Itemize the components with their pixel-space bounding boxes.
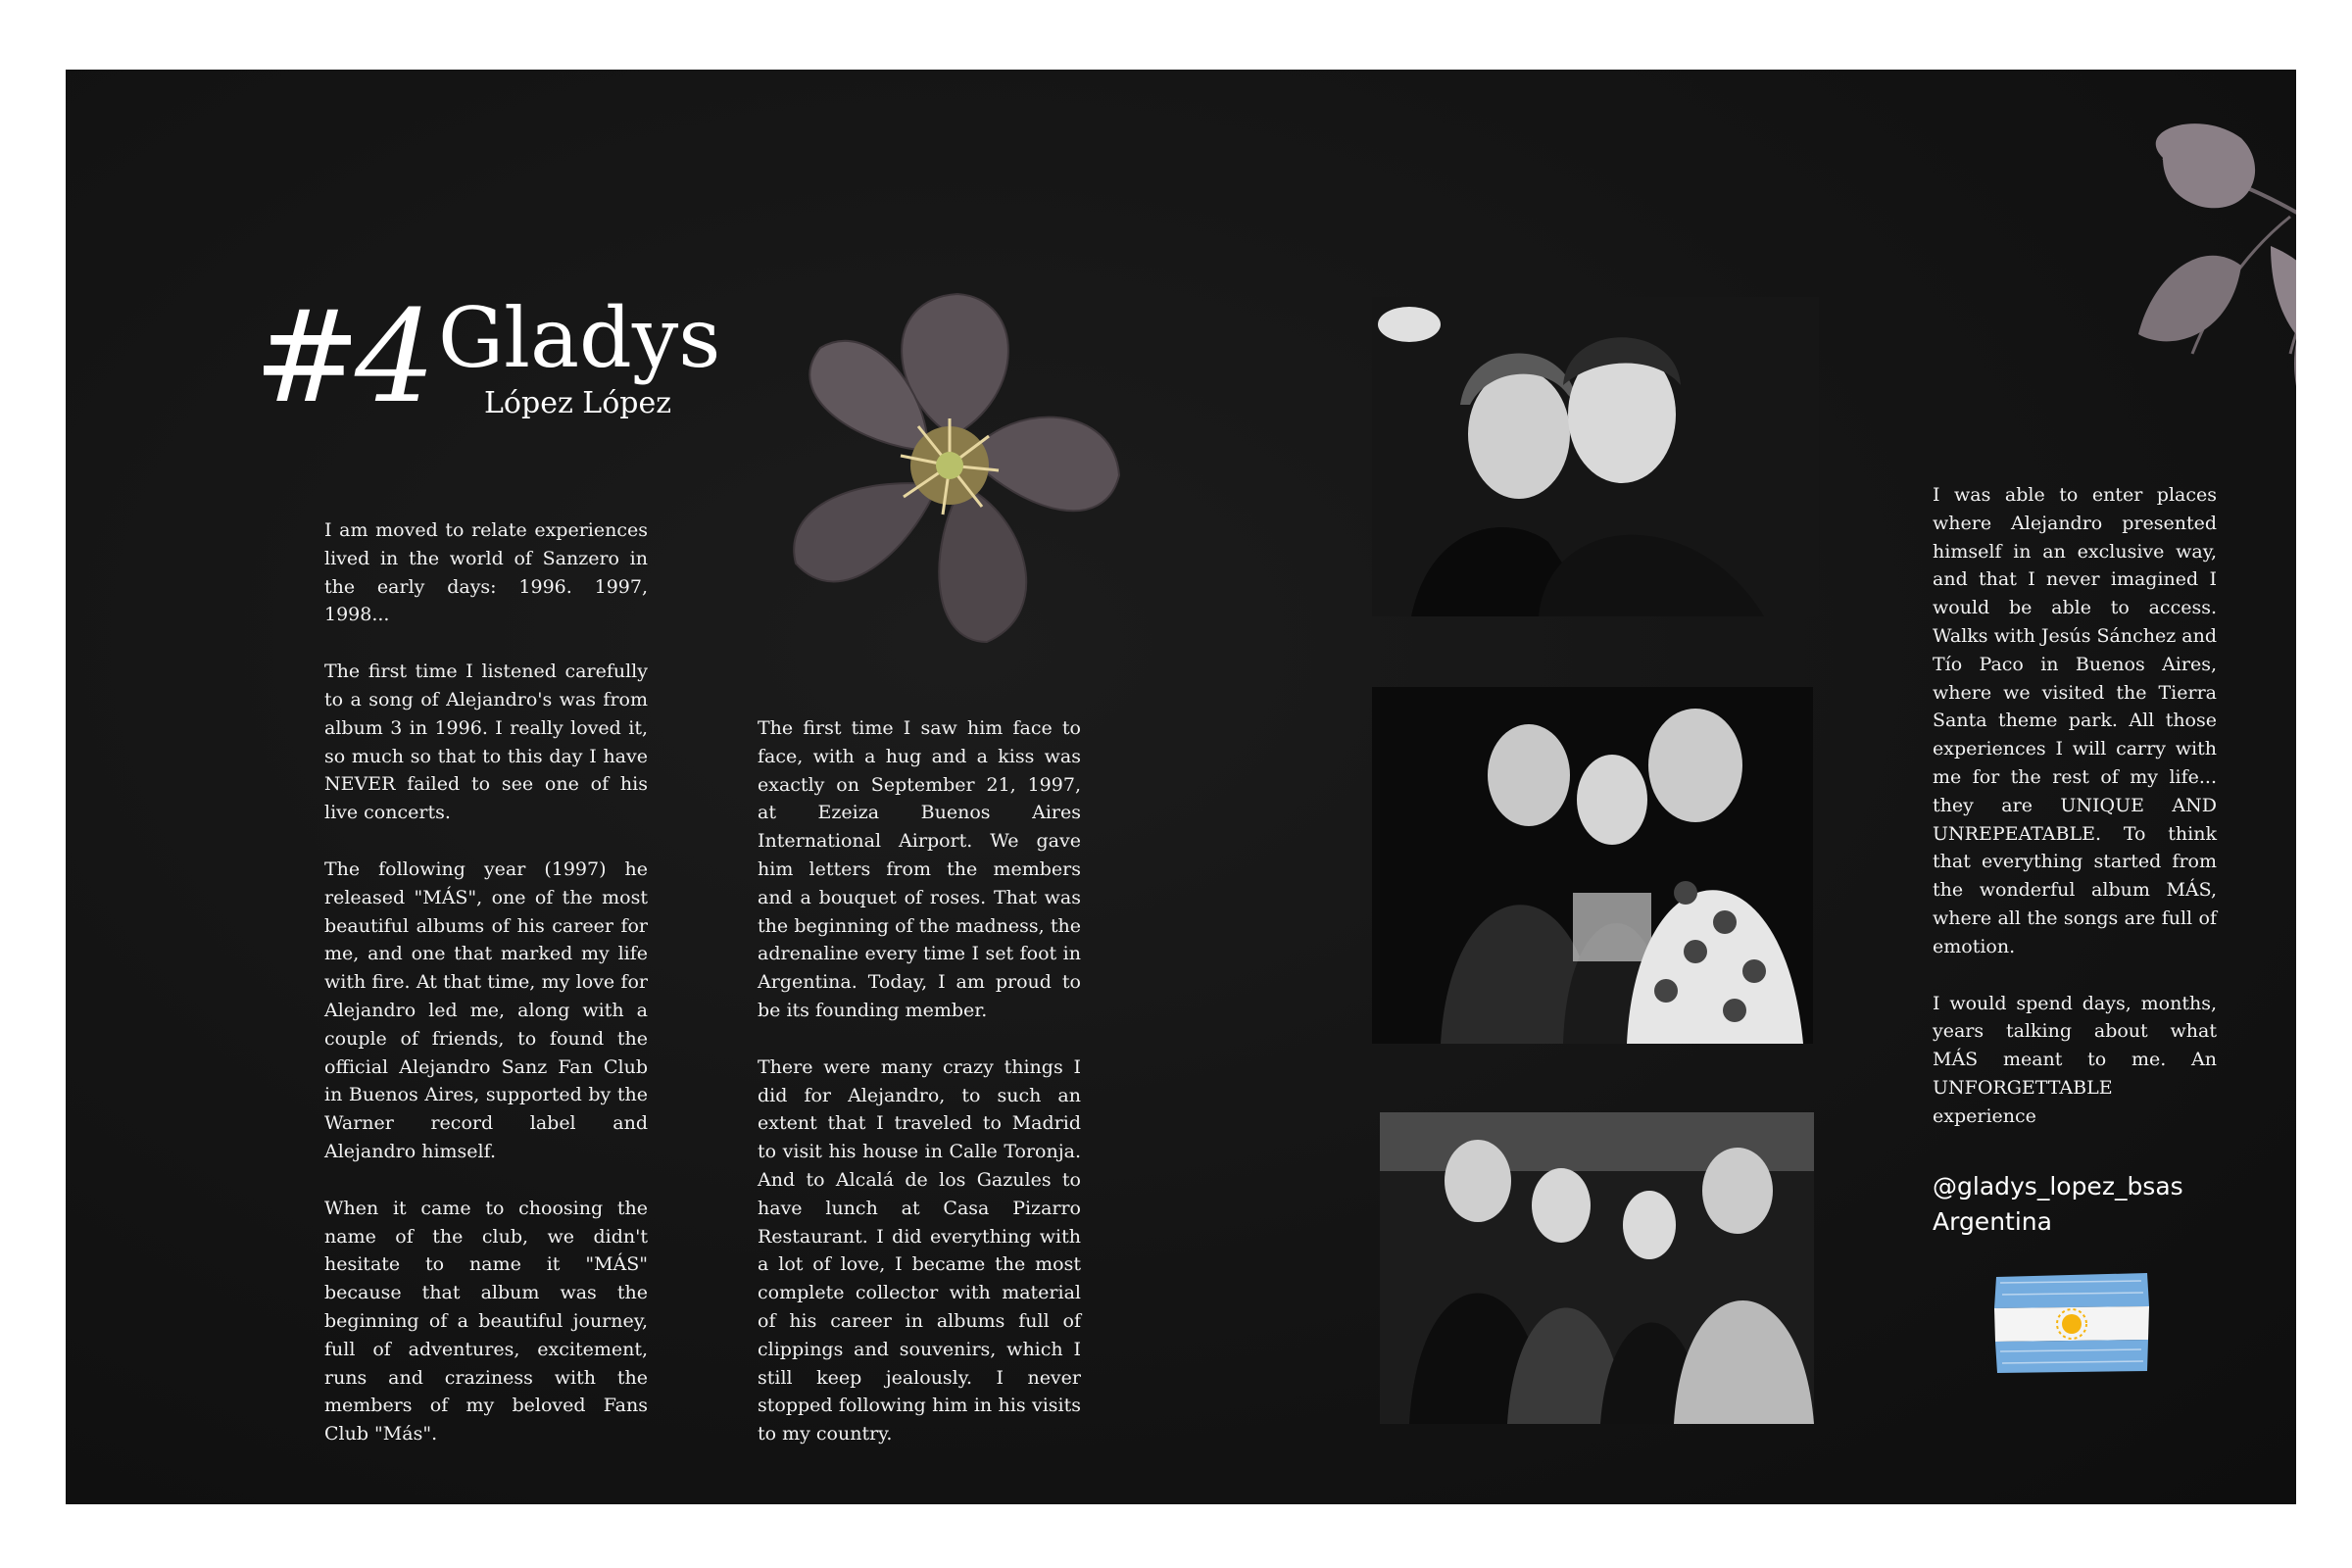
paragraph: When it came to choosing the name of the club, we didn't hesitate to name it "MÁS" because that album was the beginning of a beautiful journey, full of adventures, excitement, runs and craziness with the members of my beloved Fans Club "Más". [324, 1197, 648, 1446]
paragraph: I was able to enter places where Alejandro presented himself in an exclusive way, and that I never imagined I would be able to access. Walks with Jesús Sánchez and Tío Paco in Buenos Aires, where we visited the Tierra Santa theme park. All those experiences I will carry with me for the rest of my life... they are UNIQUE AND UNREPEATABLE. To think that everything started from the wonderful album MÁS, where all the songs are full of emotion. [1933, 484, 2217, 957]
paragraph: There were many crazy things I did for Alejandro, to such an extent that I traveled to Madrid to visit his house in Calle Toronja. And to Alcalá de los Gazules to have lunch at Casa Pizarro Restaurant. I did everything with a lot of love, I became the most complete collector with material of his career in albums full of clippings and souvenirs, which I still keep jealously. I never stopped following him in his visits to my country. [758, 1055, 1081, 1446]
article-column-3 [1933, 481, 2217, 1159]
paragraph: The following year (1997) he released "MÁS", one of the most beautiful albums of his career for me, and one that marked my life with fire. At that time, my love for Alejandro led me, along with a couple of friends, to found the official Alejandro Sanz Fan Club in Buenos Aires, supported by the Warner record label and Alejandro himself. [324, 858, 648, 1162]
contact-block [1933, 1169, 2183, 1240]
photo-group-with-tio-paco [1372, 687, 1813, 1044]
hellebore-flower-icon [771, 289, 1134, 662]
argentina-flag-icon [1994, 1273, 2149, 1373]
photo-gladys-with-alejandro [1372, 297, 1819, 616]
leaf-branch-icon [2045, 109, 2296, 471]
profile-first-name: Gladys [438, 290, 721, 386]
social-handle: @gladys_lopez_bsas [1933, 1172, 2183, 1200]
paragraph: The first time I listened carefully to a song of Alejandro's was from album 3 in 1996. I really loved it, so much so that to this day I have NEVER failed to see one of his live concerts. [324, 661, 648, 824]
country-label: Argentina [1933, 1207, 2052, 1236]
article-column-1 [324, 516, 648, 1477]
paragraph: I am moved to relate experiences lived in the world of Sanzero in the early days: 1996. 1997, 1998... [324, 519, 648, 626]
profile-last-name: López López [484, 386, 672, 420]
photo-group-restaurant [1380, 1112, 1814, 1424]
article-column-2 [758, 714, 1081, 1477]
profile-number: #4 [254, 282, 430, 431]
paragraph: The first time I saw him face to face, with a hug and a kiss was exactly on September 21, 1997, at Ezeiza Buenos Aires International Airport. We gave him letters from the members and a bouquet of roses. That was the beginning of the madness, the adrenaline every time I set foot in Argentina. Today, I am proud to be its founding member. [758, 717, 1081, 1021]
magazine-spread [66, 70, 2296, 1504]
paragraph: I would spend days, months, years talking about what MÁS meant to me. An UNFORGETTABLE experience [1933, 992, 2217, 1127]
